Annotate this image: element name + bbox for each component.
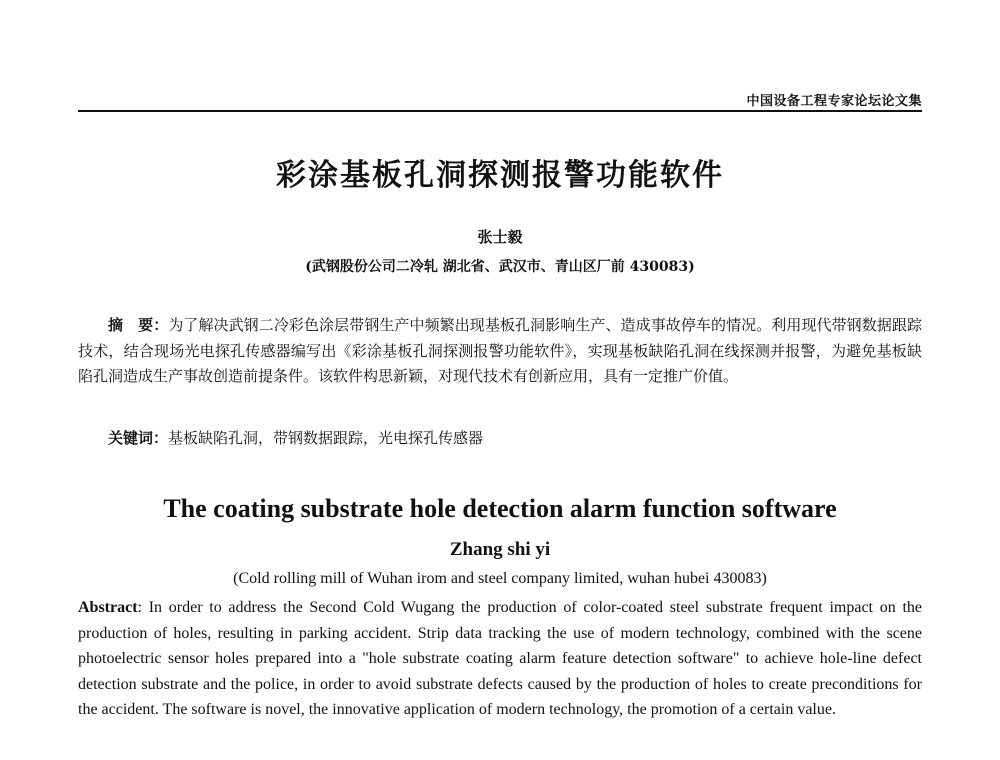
cn-affiliation: (武钢股份公司二冷轧 湖北省、武汉市、青山区厂前 430083) [305,259,695,275]
cn-keywords-label: 关键词： [108,429,169,447]
en-affiliation: (Cold rolling mill of Wuhan irom and steel company limited, wuhan hubei 430083) [233,570,767,587]
en-title: The coating substrate hole detection alarm function software [163,494,837,523]
cn-abstract [78,313,922,390]
cn-abstract-label: 摘 要： [108,316,169,334]
cn-title: 彩涂基板孔洞探测报警功能软件 [276,158,724,193]
cn-author: 张士毅 [477,228,523,246]
cn-abstract-text: 为了解决武钢二冷彩色涂层带钢生产中频繁出现基板孔洞影响生产、造成事故停车的情况。利用现代带钢数据跟踪技术，结合现场光电探孔传感器编写出《彩涂基板孔洞探测报警功能软件》，实现基板缺陷孔洞在线探测并报警，为避免基板缺陷孔洞造成生产事故创造前提条件。该软件构思新颖，对现代技术有创新应用，具有一定推广价值。 [78,316,922,385]
en-abstract [78,595,922,723]
en-author: Zhang shi yi [449,539,551,560]
cn-keywords-text: 基板缺陷孔洞，带钢数据跟踪，光电探孔传感器 [168,429,484,447]
en-abstract-text: : In order to address the Second Cold Wugang the production of color-coated steel substrate frequent impact on the production of holes, resulting in parking accident. Strip data tracking the use of modern technology, combined with the scene photoelectric sensor holes prepared into a "hole substrate coating alarm feature detection software" to achieve hole-line defect detection substrate and the police, in order to avoid substrate defects caused by the production of holes to create preconditions for the accident. The software is novel, the innovative application of modern technology, the promotion of a certain value. [78,599,922,719]
en-abstract-label: Abstract [78,599,138,616]
journal-header: 中国设备工程专家论坛论文集 [746,94,922,109]
header-rule [78,110,922,112]
cn-keywords [78,426,922,451]
